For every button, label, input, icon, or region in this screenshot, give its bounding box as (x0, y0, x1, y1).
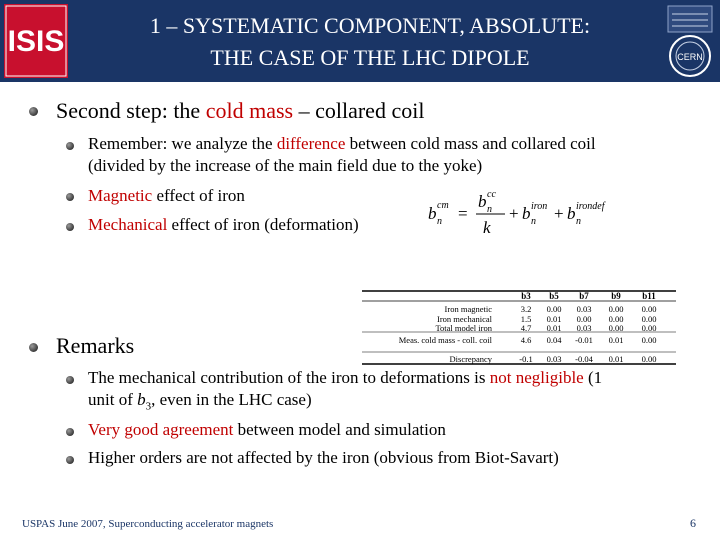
svg-text:n: n (487, 204, 492, 215)
svg-text:b: b (478, 192, 487, 211)
section2-item-2: Very good agreement between model and simulation (88, 420, 446, 439)
svg-text:cm: cm (437, 200, 449, 211)
table-cell: 0.01 (546, 314, 562, 324)
table-cell: 0.01 (608, 354, 624, 364)
bullet-icon (29, 107, 38, 116)
cern-logo (664, 4, 716, 80)
cern-logo-text: CERN (677, 52, 703, 62)
table-row-label: Total model iron (435, 323, 492, 333)
table-cell: -0.04 (575, 354, 593, 364)
table-cell: 4.6 (520, 335, 532, 345)
svg-text:b: b (522, 204, 531, 223)
table-header-cell: b7 (579, 291, 589, 301)
table-header-cell: b5 (549, 291, 559, 301)
title-line-2: THE CASE OF THE LHC DIPOLE (210, 45, 530, 70)
table-row-label: Iron mechanical (437, 314, 492, 324)
footer-text: USPAS June 2007, Superconducting accelerator magnets (22, 518, 274, 530)
table-cell: 0.00 (641, 314, 657, 324)
page-number: 6 (690, 516, 696, 530)
table-cell: 4.7 (520, 323, 532, 333)
svg-text:+: + (509, 204, 519, 223)
table-cell: 0.03 (546, 354, 562, 364)
slide-title (80, 10, 660, 74)
table-cell: 0.03 (576, 323, 592, 333)
section1-highlight: cold mass (205, 98, 294, 123)
isis-logo-text: ISIS (7, 25, 65, 58)
bullet-icon (66, 456, 74, 464)
table-cell: 0.01 (608, 335, 624, 345)
table-cell: -0.01 (575, 335, 593, 345)
table-cell: 0.00 (546, 304, 562, 314)
svg-text:+: + (554, 204, 564, 223)
iron-contribution-table (362, 288, 676, 366)
table-header-cell: b11 (642, 291, 656, 301)
table-cell: 0.00 (641, 304, 657, 314)
table-cell: 0.00 (576, 314, 592, 324)
svg-text:b: b (428, 204, 437, 223)
table-cell: 0.00 (608, 304, 624, 314)
table-cell: 0.00 (641, 323, 657, 333)
table-header-cell: b3 (521, 291, 531, 301)
table-cell: 0.03 (576, 304, 592, 314)
svg-text:iron: iron (531, 201, 548, 212)
bullet-icon (66, 223, 74, 231)
svg-text:n: n (531, 216, 536, 227)
table-cell: -0.1 (519, 354, 533, 364)
slide-header (0, 0, 720, 82)
bullet-icon (66, 142, 74, 150)
svg-text:n: n (576, 216, 581, 227)
formula (425, 186, 610, 240)
table-row-label: Iron magnetic (444, 304, 492, 314)
section2-item-1: The mechanical contribution of the iron to deformations is not negligible (1 unit of $b_3$, even in the LHC case) (88, 368, 603, 413)
table-cell: 0.04 (546, 335, 562, 345)
table-cell: 1.5 (520, 314, 532, 324)
isis-logo (4, 4, 68, 78)
bullet-icon (66, 193, 74, 201)
section1-item-3: Mechanical effect of iron (deformation) (88, 215, 359, 234)
title-line-1: 1 – SYSTEMATIC COMPONENT, ABSOLUTE: (149, 13, 591, 38)
section1-heading: Second step: the cold mass – collared coil (56, 98, 425, 123)
table-cell: 0.00 (641, 335, 657, 345)
svg-text:n: n (437, 216, 442, 227)
bullet-icon (29, 343, 38, 352)
table-cell: 0.00 (641, 354, 657, 364)
table-cell: 0.00 (608, 323, 624, 333)
table-header-cell: b9 (611, 291, 621, 301)
table-cell: 3.2 (520, 304, 532, 314)
section1-item-1: Remember: we analyze the difference between cold mass and collared coil (divided by the increase of the main field due to the yoke) (88, 134, 596, 175)
table-row-label: Meas. cold mass - coll. coil (398, 335, 492, 345)
svg-text:b: b (567, 204, 576, 223)
table-row-label: Discrepancy (449, 354, 492, 364)
section2-heading: Remarks (56, 333, 135, 358)
svg-text:=: = (458, 204, 468, 223)
section1-item-2: Magnetic effect of iron (88, 186, 245, 205)
bullet-icon (66, 428, 74, 436)
svg-text:k: k (483, 218, 491, 237)
table-cell: 0.01 (546, 323, 562, 333)
bullet-icon (66, 376, 74, 384)
svg-text:cc: cc (487, 189, 496, 200)
svg-text:irondef: irondef (576, 201, 605, 212)
section2-item-3: Higher orders are not affected by the iron (obvious from Biot-Savart) (88, 448, 559, 467)
table-cell: 0.00 (608, 314, 624, 324)
